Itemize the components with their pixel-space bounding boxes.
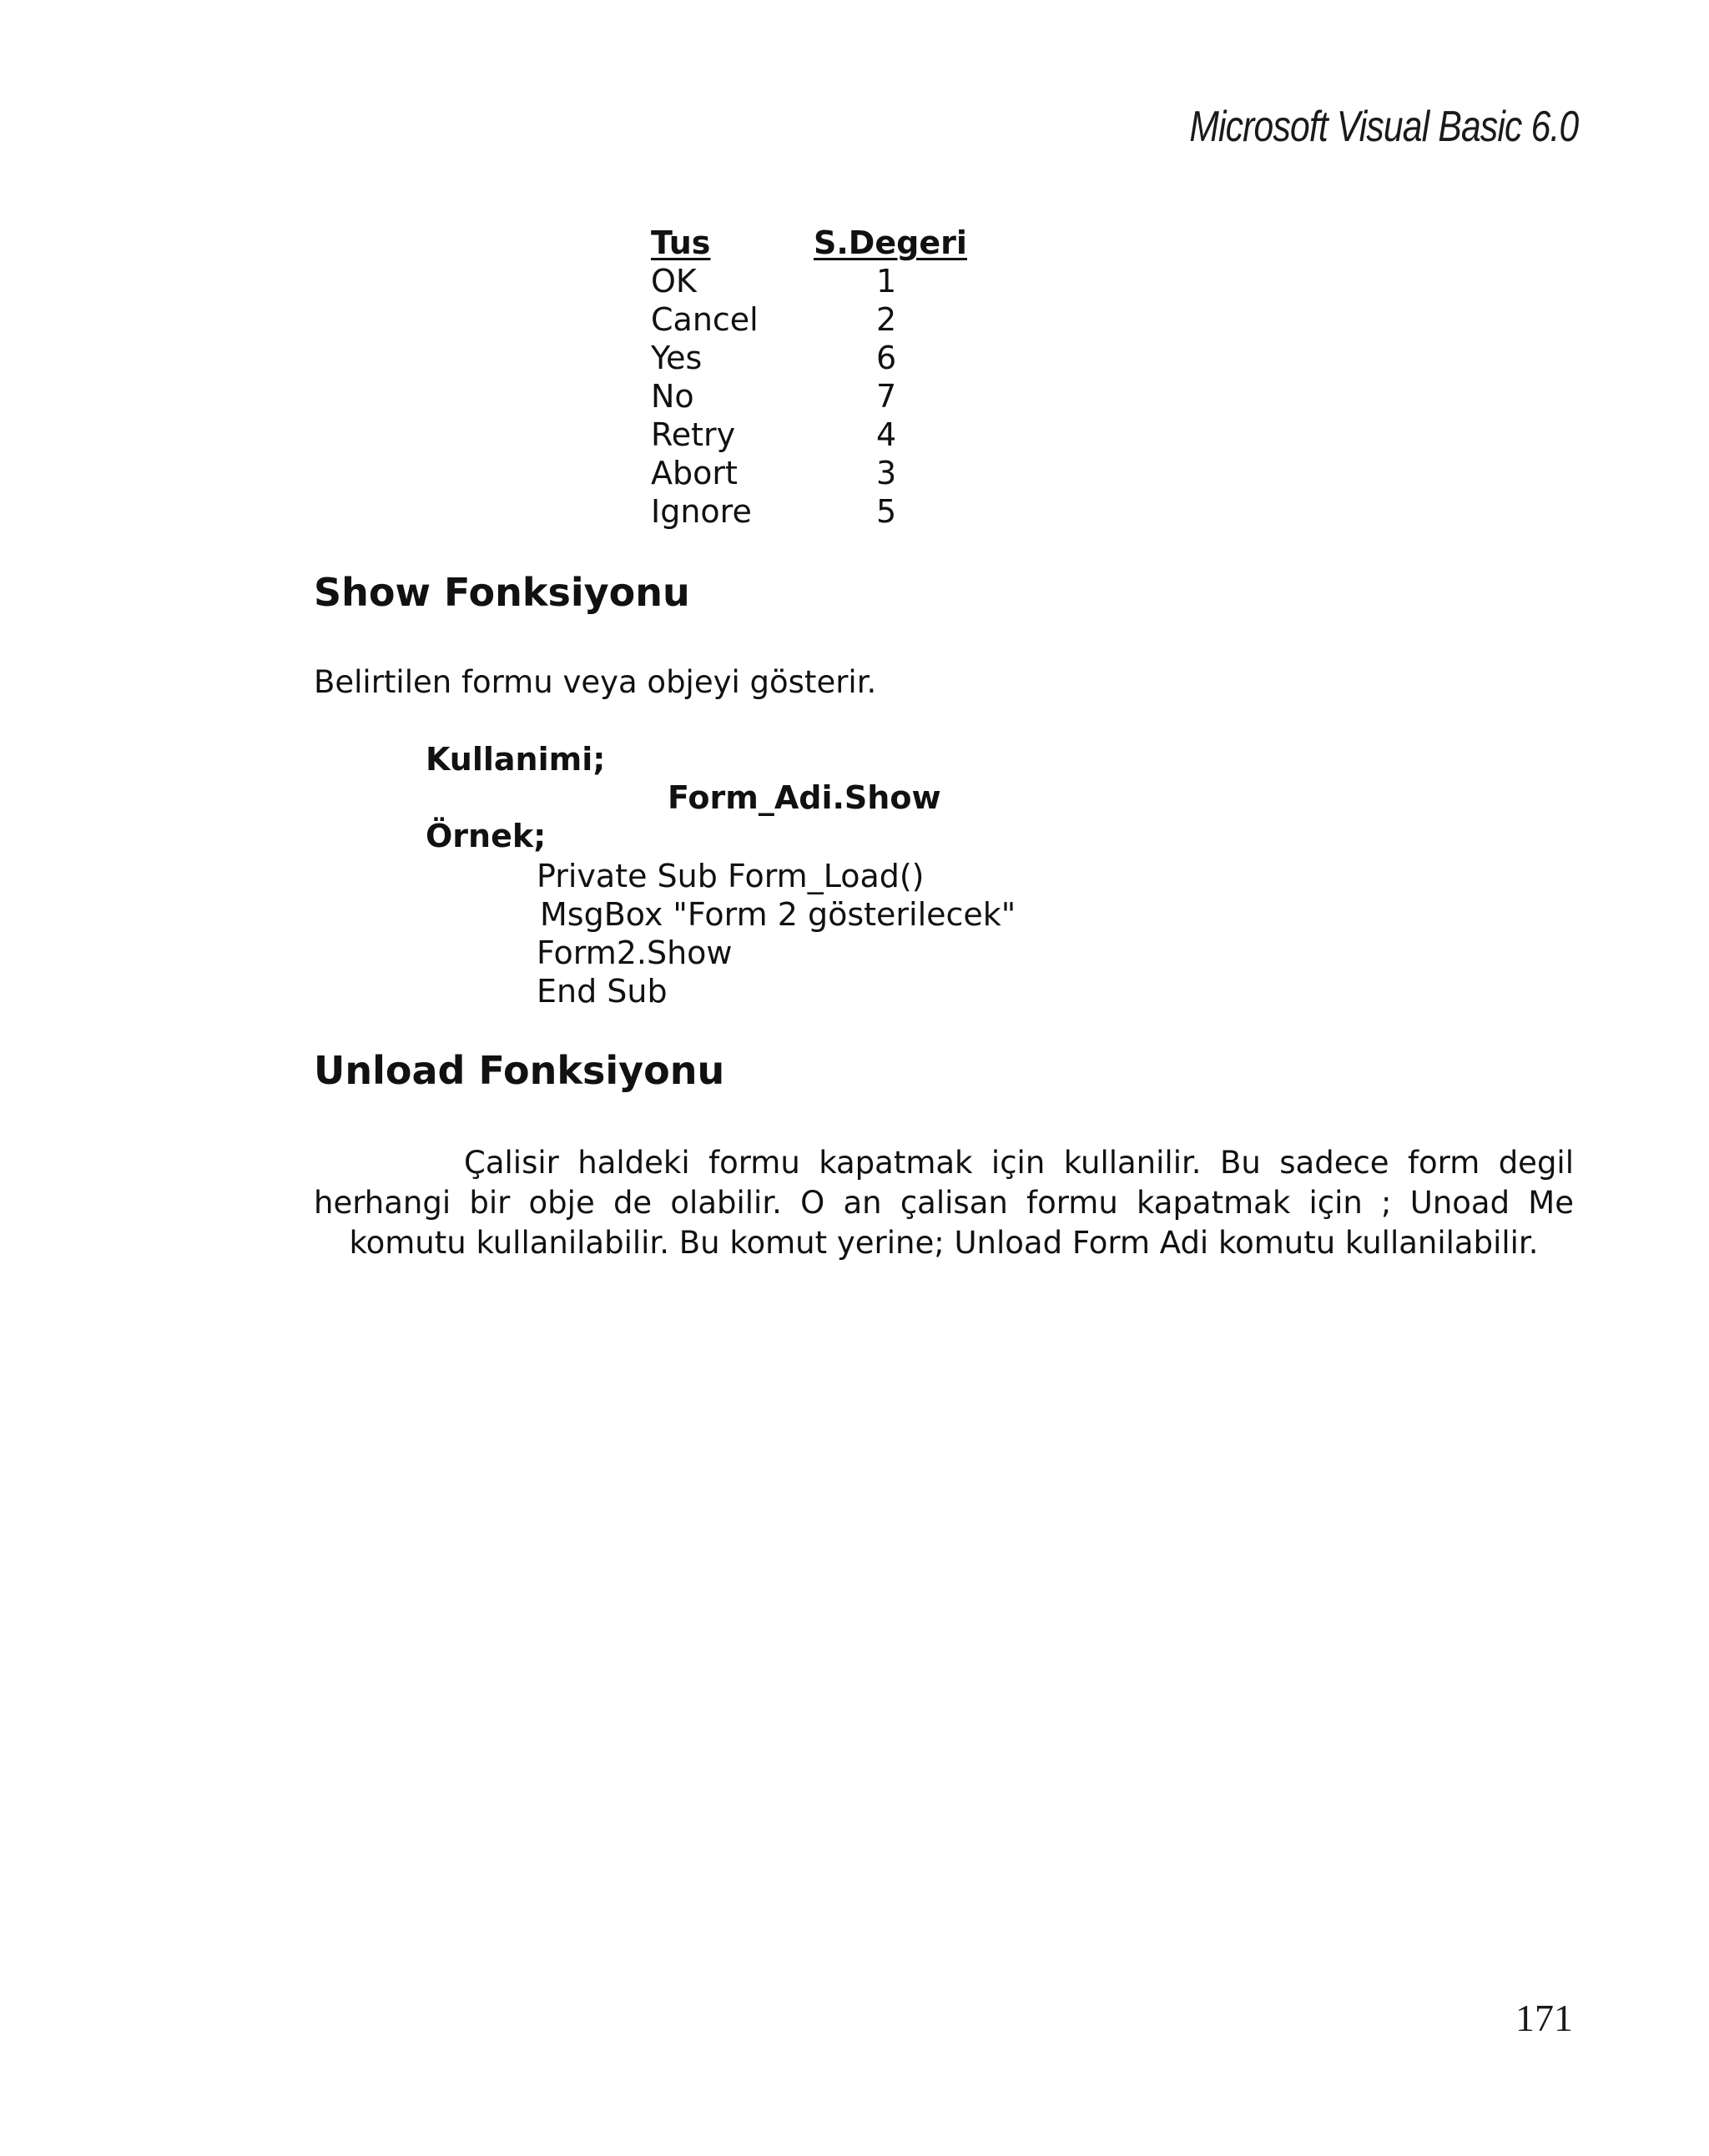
usage-label: Kullanimi; [426, 741, 606, 778]
table-row [651, 492, 981, 531]
button-value-table [651, 224, 981, 531]
table-cell-value: 6 [876, 340, 897, 376]
table-cell-key: Cancel [651, 301, 759, 338]
example-code-block [537, 857, 1016, 1010]
table-row [651, 377, 981, 416]
table-row [651, 339, 981, 377]
page-header-title: Microsoft Visual Basic 6.0 [1188, 103, 1578, 151]
table-cell-value: 5 [876, 493, 897, 530]
table-row [651, 454, 981, 492]
table-cell-key: Yes [651, 340, 703, 376]
page-number: 171 [1515, 1997, 1573, 2039]
table-row [651, 262, 981, 300]
table-row [651, 416, 981, 454]
table-cell-key: No [651, 378, 694, 415]
table-header-key: Tus [651, 224, 711, 261]
show-section-heading: Show Fonksiyonu [314, 570, 690, 615]
usage-syntax: Form_Adi.Show [668, 779, 941, 816]
table-cell-value: 7 [876, 378, 897, 415]
table-cell-key: Ignore [651, 493, 752, 530]
code-line: Form2.Show [537, 934, 733, 971]
show-section-description: Belirtilen formu veya objeyi gösterir. [314, 664, 877, 700]
table-header-value: S.Degeri [814, 224, 967, 261]
table-cell-key: Abort [651, 455, 738, 491]
code-line: End Sub [537, 973, 668, 1010]
table-header-row [651, 224, 981, 262]
code-line: Private Sub Form_Load() [537, 858, 925, 894]
unload-section-heading: Unload Fonksiyonu [314, 1048, 725, 1093]
unload-section-description: Çalisir haldeki formu kapatmak için kullanilir. Bu sadece form degil herhangi bir obje de olabilir. O an çalisan formu kapatmak için ; Unoad Me komutu kullanilabilir. Bu komut yerine; Unload Form Adi komutu kullanilabilir. [314, 1145, 1574, 1261]
table-cell-value: 2 [876, 301, 897, 338]
table-row [651, 300, 981, 339]
table-cell-key: Retry [651, 416, 736, 453]
table-cell-value: 3 [876, 455, 897, 491]
table-cell-value: 4 [876, 416, 897, 453]
table-cell-key: OK [651, 263, 697, 300]
table-cell-value: 1 [876, 263, 897, 300]
example-label: Örnek; [426, 818, 547, 854]
code-line: MsgBox "Form 2 gösterilecek" [540, 896, 1016, 933]
unload-section-body [314, 1143, 1574, 1263]
